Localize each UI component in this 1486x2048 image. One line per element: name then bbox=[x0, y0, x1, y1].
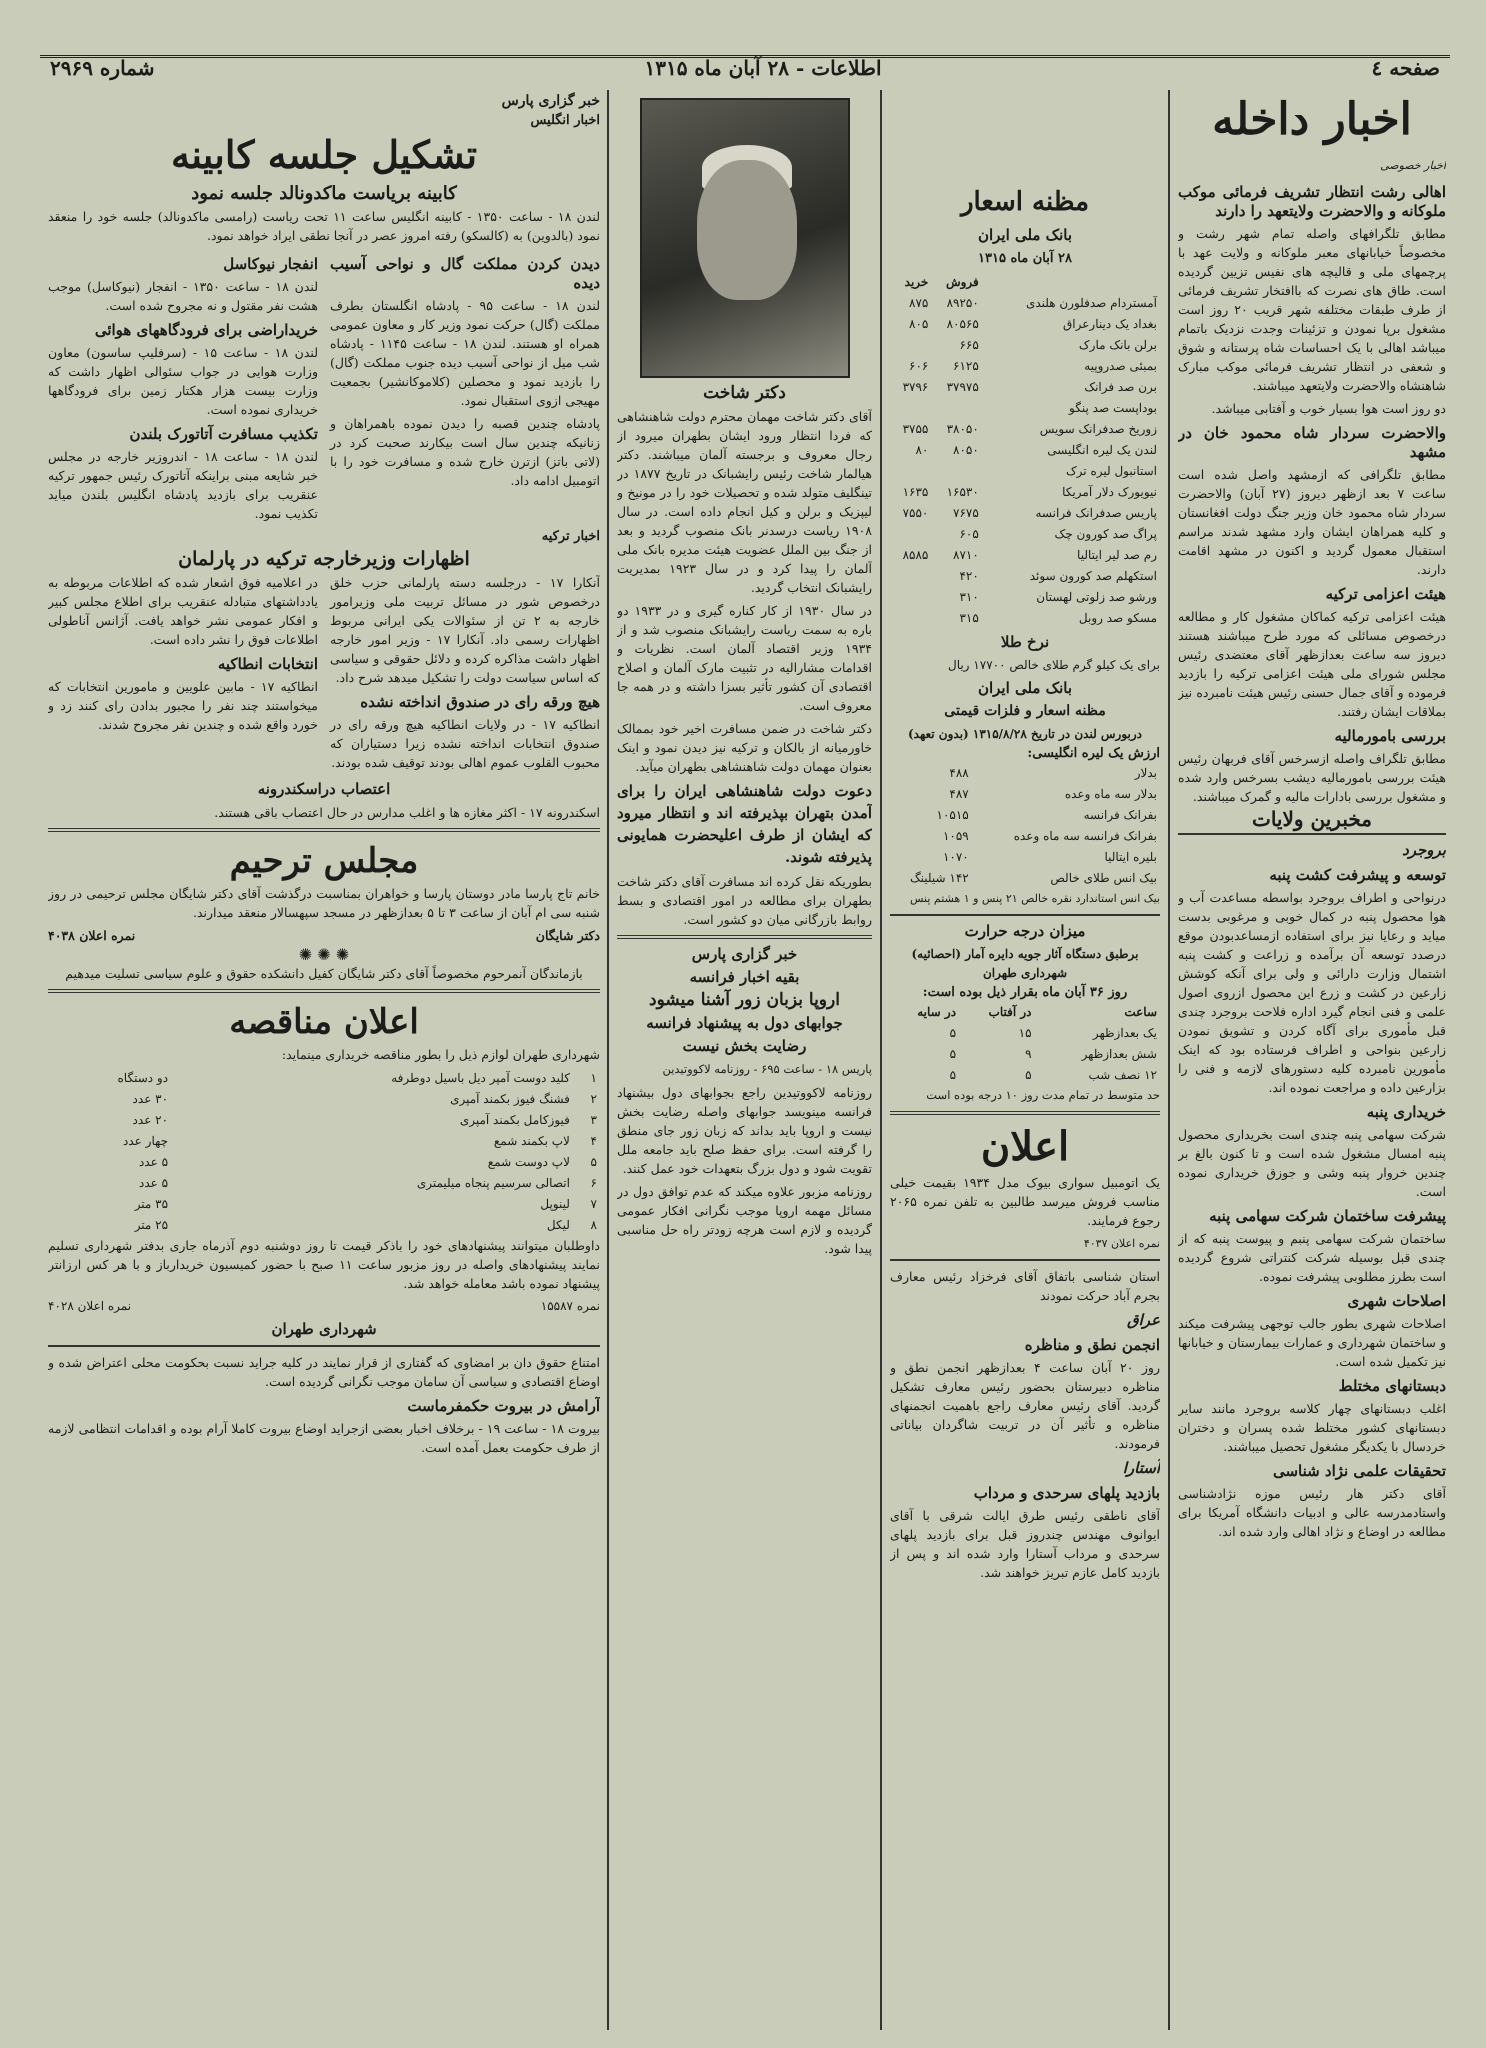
metals-subtitle: دربورس لندن در تاریخ ۱۳۱۵/۸/۲۸ (بدون تعهد) bbox=[907, 727, 1143, 741]
table-cell bbox=[931, 461, 981, 482]
metal-rate-row bbox=[890, 763, 1160, 784]
temperature-row bbox=[890, 1044, 1160, 1065]
table-cell: لاپ بکمند شمع bbox=[493, 1134, 570, 1148]
table-cell: ۳ bbox=[590, 1113, 597, 1127]
column-rule bbox=[1168, 90, 1170, 2030]
table-cell: ۱۰۷۰ bbox=[942, 850, 969, 864]
article-body: اغلب دبستانهای چهار کلاسه بروجرد مانند سایر دبستانهای کشور مختلط شده پسران و دختران خردسال با یکدیگر مشغول تحصیل میباشند. bbox=[1178, 1401, 1446, 1454]
table-cell: ۳۷۹۷۵ bbox=[946, 380, 979, 394]
article-body: ساختمان شرکت سهامی پنبم و پیوست پنبه که از چندی قبل بوسیله شرکت کنتراتی شروع گردیده است بطرز مطلوبی پیشرفت نموده. bbox=[1178, 1231, 1446, 1284]
table-cell: ۶۶۵ bbox=[959, 338, 979, 352]
table-cell bbox=[890, 398, 931, 419]
metal-rate-row bbox=[890, 784, 1160, 805]
agency-title: خبر گزاری پارس bbox=[501, 93, 600, 109]
table-cell: ۸۰۵۶۵ bbox=[946, 317, 979, 331]
table-cell: بوداپست صد پنگو bbox=[1069, 401, 1157, 415]
article-body: آقای ناطقی رئیس طرق ایالت شرقی با آقای ایوانوف مهندس چندروز قبل برای بازدید پلهای سرحدی و مرداب آستارا وارد شده اند و پس از بازدید کامل عازم تبریز خواهند شد. bbox=[890, 1508, 1160, 1580]
article-body: لندن ۱۸ - ساعت ۱۸ - اندروزیر خارجه در مجلس خبر شایعه مبنی براینکه آتاتورک رئیس جمهور ترکیه عنقریب برای بازدید پادشاه انگلیس بلندن میاید تکذیب نمود. bbox=[48, 449, 319, 521]
table-cell: ۶۰۵ bbox=[959, 527, 979, 541]
article-body: اسکندرونه ۱۷ - اکثر مغازه ها و اغلب مدارس در حال اعتصاب باقی هستند. bbox=[214, 805, 600, 820]
table-cell: ۳۱۵ bbox=[959, 611, 979, 625]
table-cell: بیک انس طلای خالص bbox=[1050, 871, 1157, 885]
exchange-rate-row bbox=[890, 419, 1160, 440]
exchange-rate-row bbox=[890, 461, 1160, 482]
table-cell: ۹ bbox=[1025, 1047, 1032, 1061]
metal-rate-row bbox=[890, 826, 1160, 847]
bold-statement: دعوت دولت شاهنشاهی ایران را برای آمدن بتهران بپذیرفته اند و انتظار میرود که ایشان از طرف اعلیحضرت همایونی پذیرفته شوند. bbox=[617, 782, 872, 866]
memorial-body: خانم تاج پارسا مادر دوستان پارسا و خواهران بمناسبت درگذشت آقای دکتر شایگان مجلس ترحیمی در روز شنبه سی ام آبان از ساعت ۳ تا ۵ بعدازظهر در مسجد سپهسالار منعقد میدارند. bbox=[48, 886, 600, 920]
table-cell: ۱ bbox=[590, 1071, 597, 1085]
table-cell: مسکو صد روبل bbox=[1078, 611, 1157, 625]
article-body: بطوریکه نقل کرده اند مسافرت آقای دکتر شاخت بطهران برای مطالعه در امور اقتصادی و بسط روابط بازرگانی میان دو کشور است. bbox=[617, 874, 872, 927]
headline: انتخابات انطاکیه bbox=[217, 655, 318, 673]
table-cell: فیوزکامل بکمند آمپری bbox=[459, 1113, 570, 1127]
table-cell: لاپ دوست شمع bbox=[487, 1155, 570, 1169]
table-cell: ۱۵ bbox=[1018, 1026, 1032, 1040]
article-body: لندن ۱۸ - ساعت ۹۵ - پادشاه انگلستان بطرف مملکت (گال) حرکت نمود وزیر کار و معاون عمومی همراه او هستند. لندن ۱۸ - ساعت ۱۱۴۵ - پادشاه شب میل از نواحی آسیب دیده جنوب مملکت (گال) را بازدید نمود و محصلین (کلاموکانشیر) بجمعیت مهیجی ازوی استقبال نمود. bbox=[330, 298, 600, 408]
article-body: لندن ۱۸ - ساعت ۱۳۵۰ - کابینه انگلیس ساعت ۱۱ تحت ریاست (رامسی ماکدونالد) جلسه خود را منعقد نمود (بالدوین) به (کالسکو) رفته امروز عصر در آنجا نطقی ایراد خواهد نمود. bbox=[48, 209, 600, 243]
table-cell: ۵ عدد bbox=[138, 1155, 169, 1169]
headline: اعتصاب دراسکندرونه bbox=[257, 780, 391, 798]
table-cell: ۸۷۱۰ bbox=[953, 548, 979, 562]
temperature-table bbox=[890, 1002, 1160, 1086]
table-cell: فشنگ فیوز بکمند آمپری bbox=[450, 1092, 570, 1106]
subsection-title: مخبرین ولایات bbox=[1178, 810, 1446, 835]
section-title: اخبار داخله bbox=[1212, 94, 1412, 145]
agency-title: خبر گزاری پارس bbox=[691, 945, 798, 963]
exchange-rate-row bbox=[890, 377, 1160, 398]
dateline: پاریس ۱۸ - ساعت ۶۹۵ - روزنامه لاکووتیدین bbox=[662, 1062, 872, 1076]
table-cell: ۸۰ bbox=[915, 443, 929, 457]
table-cell: دو دستگاه bbox=[117, 1071, 169, 1085]
table-cell: ۱۶۵۳۰ bbox=[946, 485, 979, 499]
article-body: آقای دکتر شاخت مهمان محترم دولت شاهنشاهی که فردا انتظار ورود ایشان بطهران میرود از رجال معروف و برجسته آلمان میباشند. دکتر هیالمار شاخت رئیس رایشبانک در تاریخ ۱۸۷۷ در تینگلیف متولد شده و تحصیلات خود را در مونیخ و لیپزیک و برلن و کیل انجام داده است. در سال ۱۹۰۸ ریاست درسدنر بانک منصوب گردید و بعد از جنگ بین الملل عضویت هیئت مدیره بانک ملی آلمان را پیدا کرد و در سال ۱۹۲۳ بمدیریت رایشبانک انتخاب گردید. bbox=[617, 409, 872, 595]
table-cell: ۷۵۵۰ bbox=[902, 506, 929, 520]
exchange-rate-row bbox=[890, 440, 1160, 461]
table-cell bbox=[890, 608, 931, 629]
table-cell: ۶۱۲۵ bbox=[953, 359, 979, 373]
main-subheadline: کابینه بریاست ماکدونالد جلسه نمود bbox=[191, 183, 457, 204]
table-cell: ۷ bbox=[590, 1197, 597, 1211]
dateline-city: بروجرد bbox=[1402, 841, 1446, 859]
exchange-rate-row bbox=[890, 293, 1160, 314]
table-cell: ۳۷۵۵ bbox=[902, 422, 929, 436]
ornament: ✺ ✺ ✺ bbox=[298, 945, 350, 964]
tender-reference-2: نمره اعلان ۴۰۲۸ bbox=[48, 1299, 132, 1313]
article-body: روز ۲۰ آبان ساعت ۴ بعدازظهر انجمن نطق و مناظره دبیرستان بحضور رئیس معارف تشکیل گردید. آقای رئیس معارف راجع باهمیت انجمنهای مناظره و تأثیر آن در تربیت شاگردان بیاناتی فرمودند. bbox=[890, 1360, 1160, 1451]
table-cell: نیویورک دلار آمریکا bbox=[1062, 485, 1157, 499]
exchange-rates-table bbox=[890, 272, 1160, 629]
table-cell: زوریخ صدفرانک سویس bbox=[1039, 422, 1157, 436]
section-tag: اخبار خصوصی bbox=[1380, 159, 1446, 172]
temperature-row bbox=[890, 1023, 1160, 1044]
exchange-rate-row bbox=[890, 335, 1160, 356]
exchange-rate-row bbox=[890, 356, 1160, 377]
page-number: صفحه ٤ bbox=[1371, 56, 1440, 80]
article-body: مطابق تلگرافی که ازمشهد واصل شده است ساعت ۷ بعد ازظهر دیروز (۲۷ آبان) والاحضرت سردار شاه محمود خان وزیر جنگ دولت افغانستان و کلیه همراهان ایشان وارد مشهد شدند مراسم استقبال معمول گردید و اکنون در مشهد اقامت دارند. bbox=[1178, 467, 1446, 577]
ad-body: یک اتومبیل سواری بیوک مدل ۱۹۳۴ بقیمت خیلی مناسب فروش میرسد طالبین به تلفن نمره ۲۰۶۵ رجوع فرمایند. bbox=[890, 1175, 1160, 1228]
column-header-sell: فروش bbox=[945, 275, 979, 289]
table-cell: ۴۲۰ bbox=[959, 569, 979, 583]
table-cell: ۵ bbox=[949, 1068, 957, 1082]
article-body: مطابق تلگرافهای واصله تمام شهر رشت و مخصوصاً خیابانهای معبر ملوکانه و ولایت عهد با پرچمهای ملی و قالیچه های نفیس تزیین گردیده است. طاق های نصرت که باافتخار تشریف فرمائی از طرف طبقات مختلفه شهر قریب ۲۰ روز است مشغول برپا نمودن و تزئینات وجدت نزدیک باتمام میباشد اهالی با یک احساسات شاه پرستانه و شوق و شعفی در انتظار تشریف فرمائی موکب مبارک شاهنشاه والاحضرت ولایتعهد میباشند. bbox=[1178, 226, 1446, 393]
issue-number: شماره ۲۹۶۹ bbox=[50, 56, 155, 80]
headline: آرامش در بیروت حکمفرماست bbox=[407, 1397, 600, 1415]
column-feature bbox=[617, 92, 872, 2032]
table-cell: ۱۲ نصف شب bbox=[1088, 1068, 1157, 1082]
table-cell: ۵ bbox=[949, 1026, 957, 1040]
article-body: لندن ۱۸ - ساعت ۱۳۵۰ - انفجار (نیوکاسل) موجب هشت نفر مقتول و نه مجروح شده است. bbox=[48, 279, 318, 313]
table-cell: ۵ bbox=[1025, 1068, 1032, 1082]
dateline-city: عراق bbox=[1126, 1311, 1160, 1329]
metals-value-title: ارزش یک لیره انگلیسی: bbox=[1027, 746, 1160, 761]
gold-title: نرخ طلا bbox=[1000, 633, 1050, 651]
article-body: لندن ۱۸ - ساعت ۱۵ - (سرفلیپ ساسون) معاون وزارت هوایی در جواب سئوالی اظهار داشت که وزارت بیست هزار هکتار زمین برای فرودگاهها خریداری نموده است. bbox=[48, 345, 318, 417]
portrait-photo bbox=[640, 98, 850, 378]
table-cell: ۸۵۸۵ bbox=[902, 548, 929, 562]
table-cell: ۸۹۲۵۰ bbox=[946, 296, 979, 310]
headline: اروپا بزبان زور آشنا میشود bbox=[649, 990, 840, 1010]
table-cell: اتصالی سرسیم پنجاه میلیمتری bbox=[416, 1176, 570, 1190]
article-body: انطاکیه ۱۷ - در ولایات انطاکیه هیچ ورقه رای در صندوق انتخابات انداخته نشده زیرا دستیاران که محبوب القلوب عموم اهالی بودند توقیف شده بودند. bbox=[330, 717, 600, 770]
gold-price: برای یک کیلو گرم طلای خالص ۱۷۷۰۰ ریال bbox=[947, 658, 1160, 672]
metal-rate-row bbox=[890, 805, 1160, 826]
table-cell: ۳۷۹۶ bbox=[902, 380, 929, 394]
article-body: مطابق تلگراف واصله ازسرخس آقای فربهان رئیس هیئت بررسی بامورمالیه دیشب بسرخس وارد شده و مشغول بررسی بادارات مالیه و گمرک میباشند. bbox=[1178, 751, 1446, 804]
photo-caption: دکتر شاخت bbox=[703, 383, 786, 403]
table-cell: ۳۸۰۵۰ bbox=[946, 422, 979, 436]
exchange-rate-row bbox=[890, 524, 1160, 545]
headline: والاحضرت سردار شاه محمود خان در مشهد bbox=[1178, 424, 1446, 461]
table-cell: ۵ عدد bbox=[138, 1176, 169, 1190]
table-cell: پراگ صد کورون چک bbox=[1054, 527, 1157, 541]
condolence-note: بازماندگان آنمرحوم مخصوصاً آقای دکتر شایگان کفیل دانشکده حقوق و علوم سیاسی تسلیت میدهیم bbox=[65, 966, 583, 981]
exchange-rate-row bbox=[890, 545, 1160, 566]
memorial-title: مجلس ترحیم bbox=[229, 841, 419, 881]
bank-name-2: بانک ملی ایران bbox=[977, 679, 1073, 697]
column-market bbox=[890, 92, 1160, 2032]
table-cell: ۶۰۶ bbox=[909, 359, 929, 373]
table-cell: چهار عدد bbox=[123, 1134, 169, 1148]
column-domestic-news bbox=[1178, 92, 1446, 2032]
table-cell: ۵ bbox=[949, 1047, 957, 1061]
table-cell: استکهلم صد کورون سوئد bbox=[1029, 569, 1157, 583]
headline: هیئت اعزامی ترکیه bbox=[1325, 585, 1446, 603]
column-rule bbox=[880, 90, 882, 2030]
headline: تحقیقات علمی نژاد شناسی bbox=[1272, 1462, 1446, 1480]
article-body: اصلاحات شهری بطور جالب توجهی پیشرفت میکند و ساختمان شهرداری و عمارات بیمارستان و خیابانها نیز تکمیل شده است. bbox=[1178, 1316, 1446, 1369]
article-body: بیروت ۱۸ - ساعت ۱۹ - برخلاف اخبار بعضی ازجراید اوضاع بیروت کاملا آرام بوده و اقدامات انتظامی لازمه از طرف حکومت بعمل آمده است. bbox=[48, 1421, 600, 1455]
headline: هیچ ورقه رای در صندوق انداخته نشده bbox=[360, 693, 600, 711]
table-cell: ۶ bbox=[590, 1176, 597, 1190]
table-cell: ۱۰۵۹ bbox=[942, 829, 969, 843]
temp-col-header: در آفتاب bbox=[988, 1005, 1032, 1019]
column-foreign-news bbox=[48, 92, 600, 2032]
bank-name: بانک ملی ایران bbox=[977, 226, 1073, 244]
table-cell: ۳۰ عدد bbox=[132, 1092, 169, 1106]
metals-note: بیک انس استاندارد نقره خالص ۲۱ پنس و ۱ هشتم پنس bbox=[910, 892, 1160, 905]
article-body: دو روز است هوا بسیار خوب و آفتابی میباشد. bbox=[1211, 401, 1446, 416]
headline: انفجار نیوکاسل bbox=[223, 255, 318, 273]
article-body: انطاکیه ۱۷ - مابین علویین و مامورین انتخابات که میخواستند چند نفر را مجبور بدادن رای کنند زد و خورد واقع شده و چندین نفر مجروح شدند. bbox=[48, 679, 318, 732]
headline-3: رضایت بخش نیست bbox=[682, 1037, 807, 1055]
exchange-rate-row bbox=[890, 503, 1160, 524]
article-body: دکتر شاخت در ضمن مسافرت اخیر خود بممالک خاورمیانه از بالکان و ترکیه نیز دیدن نمود و اینک بعنوان مهمان دولت شاهنشاهی بطهران میآید. bbox=[617, 721, 872, 774]
table-cell bbox=[890, 461, 931, 482]
temperature-subtitle-2: روز ۳۶ آبان ماه بقرار ذیل بوده است: bbox=[922, 985, 1128, 1000]
headline: انجمن نطق و مناظره bbox=[1024, 1336, 1160, 1354]
temperature-note: حد متوسط در تمام مدت روز ۱۰ درجه بوده است bbox=[926, 1088, 1160, 1102]
temperature-title: میزان درجه حرارت bbox=[964, 922, 1086, 940]
temperature-subtitle: برطبق دستگاه آثار جویه دایره آمار (احصائیه) شهرداری طهران bbox=[911, 947, 1139, 980]
table-cell: ۷۶۷۵ bbox=[953, 506, 979, 520]
tender-items-table bbox=[48, 1068, 600, 1236]
metal-rate-row bbox=[890, 847, 1160, 868]
headline: خریداری پنبه bbox=[1366, 1103, 1446, 1121]
table-cell: ۱۶۳۵ bbox=[902, 485, 929, 499]
table-cell: بمبئی صدروپیه bbox=[1084, 359, 1157, 373]
article-body: روزنامه مزبور علاوه میکند که عدم توافق دول در مسائل مهمه اروپا موجب نگرانی افکار عمومی گردیده و لازم است هرچه زودتر راه حل مناسبی پیدا شود. bbox=[617, 1184, 872, 1256]
table-cell: ۳۵ متر bbox=[134, 1197, 169, 1211]
table-cell: پاریس صدفرانک فرانسه bbox=[1035, 506, 1157, 520]
table-cell: بغداد یک دینارعراق bbox=[1063, 317, 1157, 331]
article-body: امتناع حقوق دان بر امضاوی که گفتاری از قرار نمایند در کلیه جراید نسبت بحکومت محلی اعتراض شده و اوضاع اقتصادی و سیاسی آن سامان موجب نگرانی گردیده است. bbox=[48, 1355, 600, 1389]
table-cell: ورشو صد زلوتی لهستان bbox=[1036, 590, 1157, 604]
temp-col-header: ساعت bbox=[1124, 1005, 1157, 1019]
table-cell: لندن یک لیره انگلیسی bbox=[1047, 443, 1157, 457]
table-cell bbox=[931, 398, 981, 419]
exchange-rate-row bbox=[890, 587, 1160, 608]
headline: پیشرفت ساختمان شرکت سهامی پنبه bbox=[1209, 1207, 1446, 1225]
tender-item-row bbox=[48, 1194, 600, 1215]
headline: خریداراضی برای فرودگاههای هوائی bbox=[94, 321, 318, 339]
headline: دبستانهای مختلط bbox=[1338, 1377, 1446, 1395]
table-cell: بفرانک فرانسه bbox=[1083, 808, 1157, 822]
section-title: بقیه اخبار فرانسه bbox=[689, 968, 800, 986]
table-cell: یک بعدازظهر bbox=[1092, 1026, 1157, 1040]
table-cell: ۸۷۵ bbox=[909, 296, 929, 310]
metals-table bbox=[890, 763, 1160, 889]
tender-intro: شهرداری طهران لوازم ذیل را بطور مناقصه خریداری مینماید: bbox=[281, 1047, 600, 1062]
metals-title: مظنه اسعار و فلزات قیمتی bbox=[944, 703, 1106, 719]
headline-2: جوابهای دول به پیشنهاد فرانسه bbox=[646, 1014, 843, 1032]
tender-item-row bbox=[48, 1068, 600, 1089]
table-cell: ۲۵ متر bbox=[134, 1218, 169, 1232]
exchange-rate-row bbox=[890, 566, 1160, 587]
article-body: در سال ۱۹۳۰ از کار کناره گیری و در ۱۹۳۳ دو باره به سمت ریاست رایشبانک منصوب شد و از ۱۹۳۴ وزیر اقتصاد آلمان است. نظریات و اقدامات مشارالیه در تثبیت مارک آلمان و اصلاح اقتصادی آن کشور تأثیر بسزا داشته و در همه جا معروف است. bbox=[617, 603, 872, 713]
notice: استان شناسی باتفاق آقای فرخزاد رئیس معارف بجرم آباد حرکت نمودند bbox=[890, 1269, 1160, 1303]
table-cell: ۴۸۸ bbox=[949, 766, 969, 780]
table-cell: ۱۴۲ شیلینگ bbox=[909, 871, 969, 885]
ad-reference: نمره اعلان ۴۰۳۷ bbox=[1083, 1237, 1160, 1250]
table-cell: ۸۰۵ bbox=[909, 317, 929, 331]
table-cell: استانبول لیره ترک bbox=[1065, 464, 1157, 478]
metal-rate-row bbox=[890, 868, 1160, 889]
exchange-rate-row bbox=[890, 482, 1160, 503]
column-header-buy: خرید bbox=[904, 275, 929, 289]
table-cell: شش بعدازظهر bbox=[1081, 1047, 1157, 1061]
article-body: در اعلامیه فوق اشعار شده که اطلاعات مربوطه به یادداشتهای متبادله عنقریب برای اطلاع مجلس کبیر و افکار عمومی نشر خواهد یافت. آژانس آناطولی اطلاعات فوق را نشر داده است. bbox=[48, 575, 318, 647]
table-cell: ۴ bbox=[590, 1134, 597, 1148]
headline: تکذیب مسافرت آتاتورک بلندن bbox=[129, 425, 318, 443]
table-cell: برن صد فرانک bbox=[1084, 380, 1157, 394]
table-cell: لینوپل bbox=[540, 1197, 570, 1211]
ad-title: اعلان bbox=[980, 1123, 1070, 1170]
article-body: آنکارا ۱۷ - درجلسه دسته پارلمانی حزب خلق درخصوص شور در مسائل تربیت ملی وزیرامور خارجه به ۲ تن از سئوالات یکی ایرانی مربوط اظهارات رسمی داد. آنکارا ۱۷ - وزیر امور خارجه اظهار داشت مذاکره کرده و دلائل حقوقی و سیاسی که اساس سیاست دولت را تشکیل میدهد شرح داد. bbox=[330, 575, 600, 685]
paper-date: اطلاعات - ۲۸ آبان ماه ۱۳۱۵ bbox=[644, 56, 882, 80]
table-cell: کلید دوست آمپر دیل باسیل دوطرفه bbox=[391, 1071, 570, 1085]
tender-item-row bbox=[48, 1131, 600, 1152]
market-date: ۲۸ آبان ماه ۱۳۱۵ bbox=[978, 251, 1072, 266]
headline: توسعه و پیشرفت کشت پنبه bbox=[1269, 866, 1446, 884]
article-body: روزنامه لاکووتیدین راجع بجوابهای دول بیشنهاد فرانسه مینویسد جوابهای واصله رضایت بخش نیست و اروپا باید بداند که زبان زور جای منطق را گرفته است. برای حفظ صلح باید جامعه ملل تقویت شود و دول بزرگ بتعهدات خود عمل کنند. bbox=[617, 1085, 872, 1176]
table-cell: ۸ bbox=[590, 1218, 597, 1232]
headline: دیدن کردن مملکت گال و نواحی آسیب دیده bbox=[330, 255, 600, 292]
main-headline: تشکیل جلسه کابینه bbox=[170, 132, 478, 177]
table-cell: ۴۸۷ bbox=[949, 787, 969, 801]
table-cell: ۱۰۵۱۵ bbox=[936, 808, 969, 822]
headline: اصلاحات شهری bbox=[1347, 1292, 1446, 1310]
table-cell: ۵ bbox=[590, 1155, 597, 1169]
table-cell: برلن بانک مارک bbox=[1078, 338, 1157, 352]
table-cell: ۸۰۵۰ bbox=[953, 443, 979, 457]
temperature-row bbox=[890, 1065, 1160, 1086]
headline: بررسی بامورمالیه bbox=[1334, 727, 1446, 745]
tender-body: داوطلبان میتوانند پیشنهادهای خود را باذکر قیمت تا روز دوشنبه دوم آذرماه جاری بدفتر شهرداری تسلیم نمایند پیشنهادهای واصله در روز مزبور ساعت ۱۱ صبح با حضور کمیسیون خریدارباز و با هر کس ارزانتر پیشنهاد نموده باشد معامله خواهد شد. bbox=[48, 1238, 600, 1291]
table-cell bbox=[890, 566, 931, 587]
table-cell: بدلار bbox=[1134, 766, 1157, 780]
headline: اظهارات وزیرخارجه ترکیه در پارلمان bbox=[178, 548, 470, 570]
table-cell: رم صد لیر ایتالیا bbox=[1077, 548, 1157, 562]
dateline-city: آستارا bbox=[1122, 1459, 1160, 1477]
memorial-name: دکتر شایگان bbox=[535, 928, 600, 943]
tender-item-row bbox=[48, 1110, 600, 1131]
tender-title: اعلان مناقصه bbox=[229, 1002, 419, 1042]
article-body: پادشاه چندین قصبه را دیدن نموده باهمراهان و زنانیکه چندین سال است بیکارند صحبت کرد در (لاتی باتز) ازترن خارج شده و مسافرت خود را با اتومبیل ادامه داد. bbox=[330, 416, 600, 488]
tender-signature: شهرداری طهران bbox=[271, 1320, 377, 1338]
temp-col-header: در سایه bbox=[917, 1005, 957, 1019]
table-cell: ۳۱۰ bbox=[959, 590, 979, 604]
table-cell bbox=[890, 335, 931, 356]
exchange-rate-row bbox=[890, 398, 1160, 419]
section-title: اخبار ترکیه bbox=[541, 529, 600, 544]
table-cell: لیکل bbox=[546, 1218, 570, 1232]
headline: بازدید پلهای سرحدی و مرداب bbox=[973, 1484, 1160, 1502]
column-rule bbox=[607, 90, 609, 2030]
table-cell: ۲۰ عدد bbox=[132, 1113, 169, 1127]
market-title: مظنه اسعار bbox=[960, 187, 1090, 217]
table-cell bbox=[890, 524, 931, 545]
tender-item-row bbox=[48, 1215, 600, 1236]
article-body: هیئت اعزامی ترکیه کماکان مشغول کار و مطالعه درخصوص مسائلی که مورد طرح میباشند هستند دیروز سه ساعت بعدازظهر آقای معتضدی رئیس مجلس شورای ملی هیئت اعزامی ترکیه را بازدید فرموده و آقای جمال حسنی رئیس هیئت نامبرده نیز بملاقات ایشان رفتند. bbox=[1178, 609, 1446, 719]
table-cell: بفرانک فرانسه سه ماه وعده bbox=[1013, 829, 1157, 843]
section-title: اخبار انگلیس bbox=[530, 113, 600, 128]
article-body: شرکت سهامی پنبه چندی است بخریداری محصول پنبه امسال مشغول شده است و تا کنون بالغ بر چندین خروار پنبه وشی و جوزق خریداری نموده است. bbox=[1178, 1127, 1446, 1199]
exchange-rate-row bbox=[890, 314, 1160, 335]
table-cell: آمستردام صدفلورن هلندی bbox=[1025, 296, 1157, 310]
article-body: آقای دکتر هار رئیس موزه نژادشناسی واستادمدرسه عالی و ادبیات دانشگاه آمریکا برای مطالعه در اوضاع و نژاد اهالی وارد شده اند. bbox=[1178, 1486, 1446, 1539]
table-cell bbox=[890, 587, 931, 608]
table-cell: بدلار سه ماه وعده bbox=[1064, 787, 1157, 801]
memorial-reference: نمره اعلان ۴۰۳۸ bbox=[48, 928, 136, 943]
exchange-rate-row bbox=[890, 608, 1160, 629]
tender-item-row bbox=[48, 1089, 600, 1110]
tender-reference: نمره ۱۵۵۸۷ bbox=[540, 1299, 600, 1313]
table-cell: بلیره ایتالیا bbox=[1104, 850, 1157, 864]
article-body: درنواحی و اطراف بروجرد بواسطه مساعدت آب و هوا محصول پنبه در کمال خوبی و مرغوبی بدست میاید و رعایا نیز برای استفاده ازمساعدبودن موقع درصدد توسعه آن برآمده و زراعت و کشت پنبه اشتمال وزارت دارائی و ولی برای آنکه کوشش زارعین در کشت و زرع این محصول ازروی اصول علمی و فنی انجام گیرد اداره فلاحت بروجرد چندی قبل مأموری برای آگاه کردن و تشویق نمودن زارعین بنواحی و اطراف فرستاده بود که اینک مأمورین نامبرده کلیه دستورهای لازمه و فنی را بزارعین داده و مراجعت نموده اند. bbox=[1178, 890, 1446, 1095]
tender-item-row bbox=[48, 1173, 600, 1194]
table-cell: ۲ bbox=[590, 1092, 597, 1106]
tender-item-row bbox=[48, 1152, 600, 1173]
headline: اهالی رشت انتظار تشریف فرمائی موکب ملوکانه و والاحضرت ولایتعهد را دارند bbox=[1178, 183, 1446, 220]
